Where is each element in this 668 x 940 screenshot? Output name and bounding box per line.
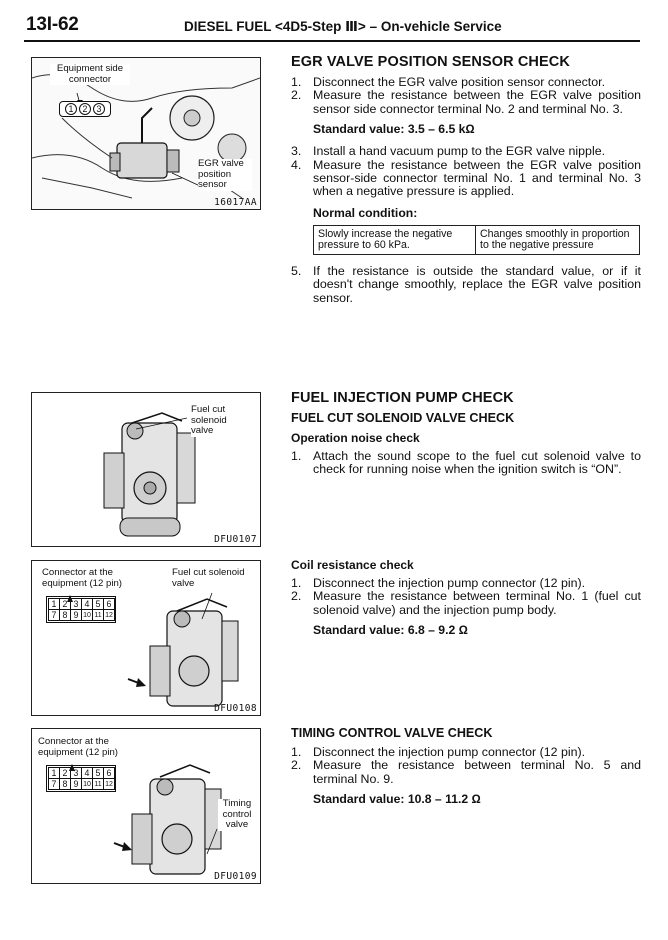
step-item: 5. If the resistance is outside the standard value, or if it doesn't change smoothly, replace the EGR valve position sensor. bbox=[291, 264, 641, 305]
figure-id: DFU0109 bbox=[214, 871, 257, 882]
egr-connector-pins bbox=[59, 101, 111, 117]
connector-pin: 1 bbox=[48, 767, 60, 779]
page-title: DIESEL FUEL <4D5-Step Ⅲ> – On-vehicle Service bbox=[184, 19, 502, 34]
step-item: 4. Measure the resistance between the EGR valve position sensor-side connector terminal No. 1 and terminal No. 3 when a negative pressure is applied. bbox=[291, 157, 641, 199]
step-item: 3. Install a hand vacuum pump to the EGR valve nipple. bbox=[291, 144, 606, 159]
noise-check-heading: Operation noise check bbox=[291, 431, 420, 445]
timing-connector-callout: Connector at the equipment (12 pin) bbox=[38, 737, 133, 758]
figure-id: 16017AA bbox=[214, 197, 257, 208]
egr-connector-callout: Equipment side connector bbox=[50, 64, 130, 85]
connector-pin: 4 bbox=[81, 598, 93, 610]
connector-pin: 3 bbox=[70, 598, 82, 610]
connector-pin: 11 bbox=[92, 609, 104, 621]
connector-pin: 2 bbox=[59, 598, 71, 610]
connector-pin: 5 bbox=[92, 598, 104, 610]
coil-resistance-figure bbox=[31, 560, 261, 716]
step-item: 2. Measure the resistance between the EGR valve position sensor side connector terminal No. 2 and terminal No. 3. bbox=[291, 88, 641, 116]
connector-pin: 5 bbox=[92, 767, 104, 779]
coil-section bbox=[291, 558, 641, 637]
coil-connector-pins bbox=[46, 596, 116, 623]
normal-condition-label: Normal condition: bbox=[313, 205, 418, 220]
condition-table bbox=[313, 225, 640, 255]
egr-steps-a bbox=[291, 76, 641, 116]
connector-pin: 9 bbox=[70, 609, 82, 621]
timing-section-title: TIMING CONTROL VALVE CHECK bbox=[291, 726, 493, 740]
figure-id: DFU0107 bbox=[214, 534, 257, 545]
pump-section bbox=[291, 390, 641, 477]
egr-pin: 3 bbox=[93, 103, 105, 115]
connector-pin: 8 bbox=[59, 609, 71, 621]
step-item: 1. Disconnect the EGR valve position sensor connector. bbox=[291, 75, 606, 89]
step-item: 1. Disconnect the injection pump connector (12 pin). bbox=[291, 576, 586, 590]
egr-pin: 1 bbox=[65, 103, 77, 115]
egr-steps-c bbox=[291, 265, 641, 305]
coil-steps bbox=[291, 577, 641, 617]
connector-pin: 2 bbox=[59, 767, 71, 779]
egr-sensor-figure bbox=[31, 57, 261, 210]
connector-pin: 8 bbox=[59, 778, 71, 790]
step-item: 2. Measure the resistance between terminal No. 1 (fuel cut solenoid valve) and the injection pump body. bbox=[291, 589, 641, 617]
egr-pin-row bbox=[59, 101, 111, 117]
connector-pin: 10 bbox=[81, 609, 93, 621]
coil-check-heading: Coil resistance check bbox=[291, 558, 414, 572]
timing-standard-value: Standard value: 10.8 – 11.2 Ω bbox=[313, 792, 481, 807]
pump-section-title: FUEL INJECTION PUMP CHECK bbox=[291, 390, 514, 406]
step-item: 2. Measure the resistance between terminal No. 5 and terminal No. 9. bbox=[291, 758, 641, 786]
condition-cell: Changes smoothly in proportion to the negative pressure bbox=[476, 225, 640, 254]
page-header bbox=[24, 14, 640, 42]
fuel-cut-callout: Fuel cut solenoid valve bbox=[191, 405, 251, 437]
coil-connector-callout: Connector at the equipment (12 pin) bbox=[42, 568, 137, 589]
connector-pin: 11 bbox=[92, 778, 104, 790]
coil-standard-value: Standard value: 6.8 – 9.2 Ω bbox=[313, 623, 468, 638]
timing-section bbox=[291, 726, 641, 806]
step-item: 1. Disconnect the injection pump connector (12 pin). bbox=[291, 745, 586, 759]
connector-pin: 1 bbox=[48, 598, 60, 610]
connector-pin: 6 bbox=[103, 598, 115, 610]
timing-steps bbox=[291, 746, 641, 786]
connector-pin: 12 bbox=[103, 609, 115, 621]
step-item: 1. Attach the sound scope to the fuel cut solenoid valve to check for running noise when the ignition switch is “ON”. bbox=[291, 449, 641, 477]
pump-section-subtitle: FUEL CUT SOLENOID VALVE CHECK bbox=[291, 411, 515, 425]
egr-section bbox=[291, 54, 641, 305]
connector-pin: 12 bbox=[103, 778, 115, 790]
connector-pin: 9 bbox=[70, 778, 82, 790]
connector-pin: 7 bbox=[48, 778, 60, 790]
connector-pin: 3 bbox=[70, 767, 82, 779]
connector-pin: 6 bbox=[103, 767, 115, 779]
noise-steps bbox=[291, 450, 641, 477]
timing-valve-callout: Timing control valve bbox=[218, 799, 256, 831]
fuel-cut-figure bbox=[31, 392, 261, 547]
egr-steps-b bbox=[291, 145, 641, 199]
egr-section-title: EGR VALVE POSITION SENSOR CHECK bbox=[291, 54, 570, 70]
connector-pin: 7 bbox=[48, 609, 60, 621]
egr-sensor-callout: EGR valve position sensor bbox=[198, 159, 252, 191]
connector-pin: 10 bbox=[81, 778, 93, 790]
coil-valve-callout: Fuel cut solenoid valve bbox=[172, 568, 256, 589]
connector-pin: 4 bbox=[81, 767, 93, 779]
condition-cell: Slowly increase the negative pressure to 60 kPa. bbox=[314, 225, 476, 254]
egr-pin: 2 bbox=[79, 103, 91, 115]
page-number: 13I-62 bbox=[26, 14, 79, 35]
timing-control-figure bbox=[31, 728, 261, 884]
timing-connector-pins bbox=[46, 765, 116, 792]
figure-id: DFU0108 bbox=[214, 703, 257, 714]
egr-standard-value: Standard value: 3.5 – 6.5 kΩ bbox=[313, 122, 475, 137]
